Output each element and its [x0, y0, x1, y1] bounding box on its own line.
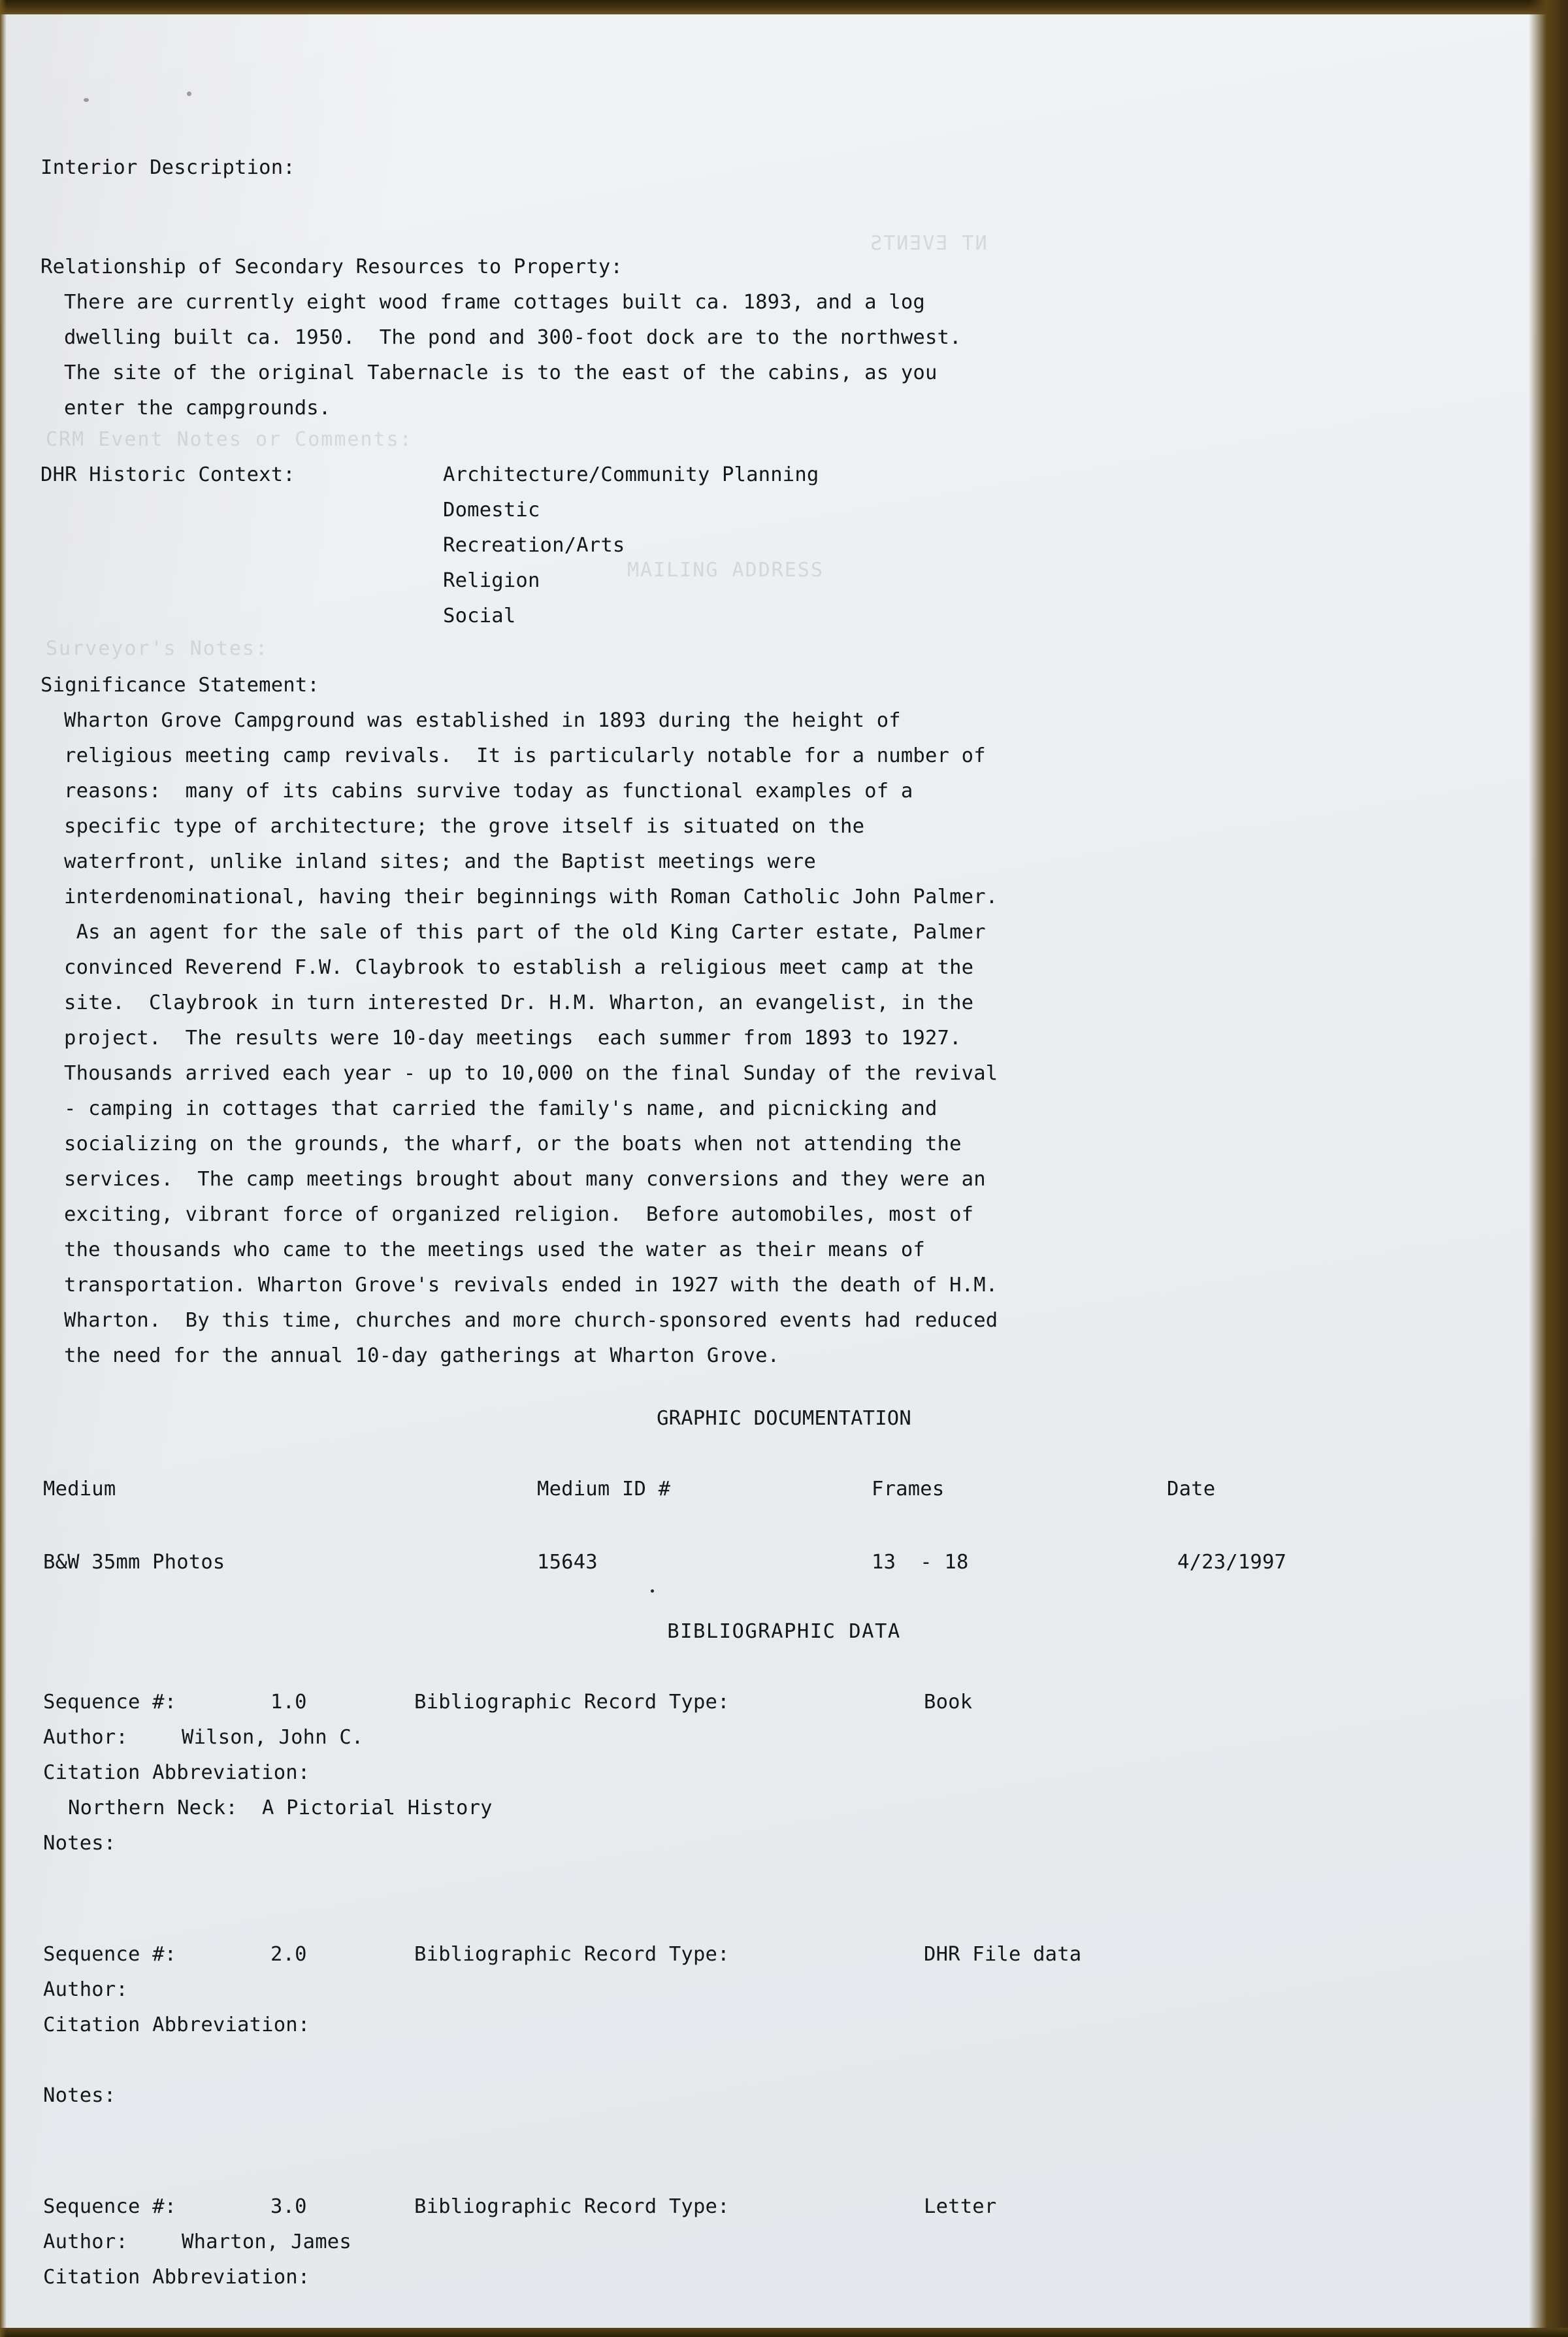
- biblio-record-type-label: Bibliographic Record Type:: [414, 2195, 730, 2218]
- biblio-author-label: Author:: [43, 1978, 128, 2001]
- significance-line: the thousands who came to the meetings used the water as their means of: [64, 1238, 925, 1261]
- significance-line: convinced Reverend F.W. Claybrook to establish a religious meet camp at the: [64, 956, 974, 979]
- table-row-medium-id: 15643: [537, 1551, 598, 1574]
- biblio-record-type-value: Book: [924, 1691, 973, 1714]
- biblio-sequence-label: Sequence #:: [43, 1691, 177, 1714]
- table-row-medium: B&W 35mm Photos: [43, 1551, 225, 1574]
- significance-line: waterfront, unlike inland sites; and the Baptist meetings were: [64, 850, 816, 873]
- bleed-text-surveyors-notes: Surveyor's Notes:: [46, 637, 269, 660]
- significance-line: the need for the annual 10-day gatherings at Wharton Grove.: [64, 1344, 780, 1367]
- bibliographic-data-heading: BIBLIOGRAPHIC DATA: [667, 1620, 901, 1643]
- significance-line: project. The results were 10-day meetings each summer from 1893 to 1927.: [64, 1027, 962, 1050]
- dhr-context-value: Social: [443, 605, 516, 627]
- biblio-record-type-value: Letter: [924, 2195, 997, 2218]
- significance-line: site. Claybrook in turn interested Dr. H.M. Wharton, an evangelist, in the: [64, 991, 974, 1014]
- column-header-medium-id: Medium ID #: [537, 1478, 671, 1500]
- table-row-frames: 13 - 18: [872, 1551, 969, 1574]
- column-header-frames: Frames: [872, 1478, 945, 1500]
- biblio-citation-value: Northern Neck: A Pictorial History: [68, 1797, 493, 1819]
- bleed-text-crm-notes: CRM Event Notes or Comments:: [46, 428, 413, 451]
- biblio-author-label: Author:: [43, 1726, 128, 1749]
- biblio-notes-label: Notes:: [43, 1832, 116, 1855]
- relationship-line: enter the campgrounds.: [64, 397, 331, 420]
- relationship-label: Relationship of Secondary Resources to Property:: [41, 256, 623, 278]
- biblio-citation-label: Citation Abbreviation:: [43, 1761, 310, 1784]
- significance-line: religious meeting camp revivals. It is particularly notable for a number of: [64, 744, 986, 767]
- bleed-text-mailing-address: MAILING ADDRESS: [627, 559, 824, 582]
- significance-line: As an agent for the sale of this part of the old King Carter estate, Palmer: [64, 921, 986, 944]
- photo-edge-right: [1529, 0, 1568, 2337]
- significance-line: reasons: many of its cabins survive today as functional examples of a: [64, 780, 913, 803]
- biblio-sequence-value: 3.0: [270, 2195, 307, 2218]
- relationship-line: The site of the original Tabernacle is to the east of the cabins, as you: [64, 361, 938, 384]
- biblio-record-type-value: DHR File data: [924, 1943, 1082, 1966]
- biblio-citation-label: Citation Abbreviation:: [43, 2266, 310, 2289]
- column-header-medium: Medium: [43, 1478, 116, 1500]
- bleed-text-events: NT EVENTS: [869, 232, 987, 255]
- column-header-date: Date: [1167, 1478, 1216, 1500]
- dhr-context-value: Recreation/Arts: [443, 534, 625, 557]
- relationship-line: dwelling built ca. 1950. The pond and 300-foot dock are to the northwest.: [64, 326, 962, 349]
- significance-line: transportation. Wharton Grove's revivals ended in 1927 with the death of H.M.: [64, 1274, 998, 1297]
- table-row-date: 4/23/1997: [1177, 1551, 1287, 1574]
- biblio-author-value: Wharton, James: [182, 2230, 351, 2253]
- dhr-context-value: Domestic: [443, 499, 540, 522]
- biblio-sequence-label: Sequence #:: [43, 2195, 177, 2218]
- relationship-line: There are currently eight wood frame cottages built ca. 1893, and a log: [64, 291, 925, 314]
- significance-line: exciting, vibrant force of organized religion. Before automobiles, most of: [64, 1203, 974, 1226]
- biblio-sequence-value: 1.0: [270, 1691, 307, 1714]
- dhr-context-value: Religion: [443, 569, 540, 592]
- significance-line: socializing on the grounds, the wharf, or the boats when not attending the: [64, 1133, 962, 1155]
- biblio-author-label: Author:: [43, 2230, 128, 2253]
- dhr-context-label: DHR Historic Context:: [41, 463, 295, 486]
- biblio-sequence-label: Sequence #:: [43, 1943, 177, 1966]
- biblio-sequence-value: 2.0: [270, 1943, 307, 1966]
- significance-line: specific type of architecture; the grove itself is situated on the: [64, 815, 865, 838]
- significance-line: Thousands arrived each year - up to 10,000 on the final Sunday of the revival: [64, 1062, 998, 1085]
- significance-line: Wharton. By this time, churches and more church-sponsored events had reduced: [64, 1309, 998, 1332]
- significance-line: services. The camp meetings brought about many conversions and they were an: [64, 1168, 986, 1191]
- significance-label: Significance Statement:: [41, 674, 319, 697]
- dhr-context-value: Architecture/Community Planning: [443, 463, 819, 486]
- photo-edge-left: [0, 0, 7, 2337]
- biblio-notes-label: Notes:: [43, 2084, 116, 2107]
- photo-edge-bottom: [0, 2328, 1568, 2337]
- biblio-record-type-label: Bibliographic Record Type:: [414, 1691, 730, 1714]
- significance-line: Wharton Grove Campground was established in 1893 during the height of: [64, 709, 901, 732]
- photo-edge-top: [0, 0, 1568, 14]
- paper-speck: [651, 1589, 654, 1593]
- interior-description-label: Interior Description:: [41, 156, 295, 179]
- significance-line: interdenominational, having their beginnings with Roman Catholic John Palmer.: [64, 886, 998, 908]
- biblio-author-value: Wilson, John C.: [182, 1726, 364, 1749]
- biblio-record-type-label: Bibliographic Record Type:: [414, 1943, 730, 1966]
- significance-line: - camping in cottages that carried the family's name, and picnicking and: [64, 1097, 938, 1120]
- graphic-documentation-heading: GRAPHIC DOCUMENTATION: [657, 1407, 911, 1430]
- biblio-citation-label: Citation Abbreviation:: [43, 2014, 310, 2036]
